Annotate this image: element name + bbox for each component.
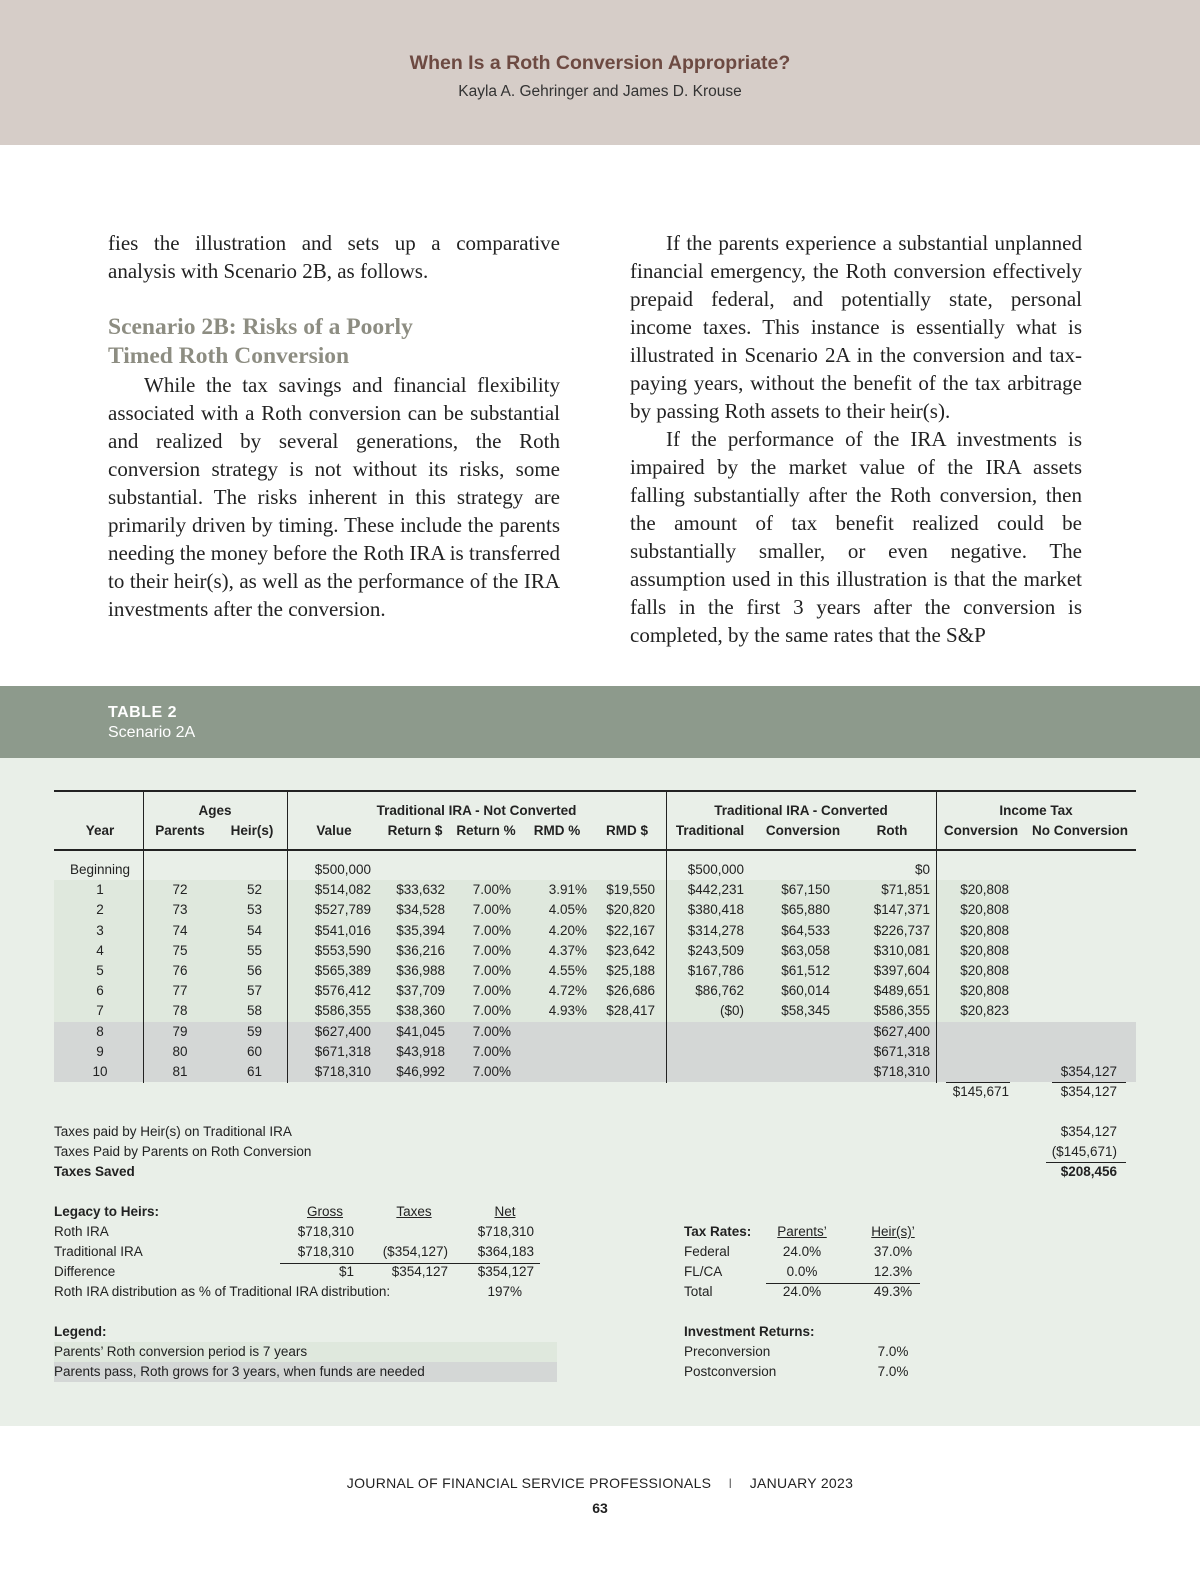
table-cell: 8 [96,1023,104,1039]
table-cell: 3.91% [548,882,587,898]
investment-return-label: Preconversion [684,1344,771,1359]
total-no-conversion-tax: $354,127 [1060,1084,1117,1099]
table-cell: 4.72% [548,983,587,999]
legend-item: Parents pass, Roth grows for 3 years, when funds are needed [54,1364,425,1379]
table-cell: $23,642 [606,942,655,958]
table-cell: $61,512 [781,963,830,978]
legacy-header: Gross [306,1204,343,1219]
table-cell: 2 [96,902,104,918]
table-cell: $38,360 [396,1003,445,1019]
table-cell: 75 [172,942,188,958]
table-cell: $442,231 [687,882,744,898]
right-column [630,229,1082,649]
table-cell: $553,590 [314,942,371,958]
tax-rate-label: Total [684,1284,713,1299]
table-cell: 10 [92,1064,108,1079]
summary-value: $208,456 [1060,1164,1117,1179]
table-cell: 52 [246,882,262,898]
table-cell: $354,127 [1060,1064,1117,1079]
table-cell: 7.00% [472,963,511,978]
table-cell: 6 [96,983,104,999]
table-cell: $718,310 [314,1064,371,1079]
table-cell: 61 [246,1064,262,1079]
left-column [108,229,560,623]
legacy-pct-label: Roth IRA distribution as % of Traditional IRA distribution: [54,1284,391,1299]
issue-date: JANUARY 2023 [749,1475,854,1491]
table-subtitle: Scenario 2A [108,724,196,741]
table-cell: $20,823 [960,1003,1009,1019]
column-header: RMD % [533,823,581,838]
table-cell: 4.05% [548,902,587,918]
table-top-rule [54,790,1136,792]
header-converted: Traditional IRA - Converted [714,803,888,818]
table-cell: $20,808 [960,983,1009,999]
table-cell: $718,310 [873,1064,930,1079]
table-cell: $58,345 [781,1003,830,1019]
table-cell: $671,318 [873,1043,930,1059]
table-cell: $28,417 [606,1003,655,1019]
tax-rates-rule [766,1283,920,1284]
table-cell: 54 [246,922,262,938]
table-heading-band [0,686,1200,758]
column-header: RMD $ [605,823,648,838]
table-cell: $627,400 [314,1023,371,1039]
legacy-pct-value: 197% [487,1284,522,1299]
table-cell: 73 [172,902,188,918]
table-cell: 5 [96,963,104,978]
table-cell: $63,058 [781,942,830,958]
investment-return-value: 7.0% [877,1364,909,1379]
column-header: Heir(s) [230,823,274,838]
table-cell: $35,394 [396,922,445,938]
legacy-row-label: Roth IRA [54,1224,109,1239]
table-cell: $500,000 [687,862,744,877]
table-cell: $65,880 [781,902,830,918]
table-cell: 7.00% [472,1003,511,1019]
table-cell: 72 [172,882,188,898]
table-cell: 59 [246,1023,262,1039]
tax-rates-header-parents: Parents’ [777,1224,827,1239]
table-cell: $586,355 [873,1003,930,1019]
table-cell: 4 [96,942,104,958]
journal-name: JOURNAL OF FINANCIAL SERVICE PROFESSIONALS [346,1475,712,1491]
table-cell: 60 [246,1043,262,1059]
tax-rates-header-heirs: Heir(s)’ [871,1224,915,1239]
column-header: Conversion [765,823,841,838]
table-cell: 9 [96,1043,104,1059]
legacy-net: $354,127 [477,1264,534,1279]
tax-rate-parents: 24.0% [782,1284,822,1299]
summary-rule [1046,1162,1126,1163]
legacy-row-label: Traditional IRA [54,1244,143,1259]
table-cell: $34,528 [396,902,445,918]
header-not-converted: Traditional IRA - Not Converted [376,803,577,818]
tax-rate-heirs: 37.0% [873,1244,913,1259]
table-cell: $489,651 [873,983,930,999]
table-cell: $310,081 [873,942,930,958]
tax-rate-heirs: 49.3% [873,1284,913,1299]
table-cell: $147,371 [873,902,930,918]
legacy-net: $718,310 [477,1224,534,1239]
table-cell: 7.00% [472,902,511,918]
summary-label: Taxes paid by Heir(s) on Traditional IRA [54,1124,292,1139]
totals-rule [1052,1082,1126,1083]
legacy-taxes: ($354,127) [382,1244,448,1259]
table-label: TABLE 2 [108,704,177,721]
footer-separator: I [728,1475,733,1491]
table-cell: 7.00% [472,1043,511,1059]
page-number: 63 [592,1500,608,1516]
column-header: Year [85,823,115,838]
table-cell: $43,918 [396,1043,445,1059]
legacy-taxes: $354,127 [391,1264,448,1279]
legend-item: Parents’ Roth conversion period is 7 years [54,1344,308,1359]
column-header: Parents [155,823,205,838]
left-paragraph-1: fies the illustration and sets up a comparative analysis with Scenario 2B, as follows. [108,231,560,283]
table-cell: 7 [96,1003,104,1019]
table-cell: 78 [172,1003,188,1019]
table-cell: $167,786 [687,963,744,978]
header-ages: Ages [198,803,232,818]
subheading-line-2: Timed Roth Conversion [108,343,350,369]
totals-rule [946,1082,1010,1083]
table-cell: 4.55% [548,963,587,978]
table-cell: $380,418 [687,902,744,918]
table-cell: $36,988 [396,963,445,978]
table-cell: $243,509 [687,942,744,958]
table-cell: $41,045 [396,1023,445,1039]
table-cell: $397,604 [873,963,930,978]
table-cell: $60,014 [781,983,830,999]
table-cell: 79 [172,1023,188,1039]
table-cell: 57 [246,983,262,999]
table-cell: $20,808 [960,922,1009,938]
column-header: Return $ [387,823,443,838]
table-cell: $22,167 [606,922,655,938]
table-cell: $25,188 [606,963,655,978]
table-cell: 7.00% [472,1064,511,1079]
legacy-gross: $1 [338,1264,354,1279]
table-cell: 3 [96,922,104,938]
table-cell: $26,686 [606,983,655,999]
table-cell: 7.00% [472,983,511,999]
table-cell: 7.00% [472,922,511,938]
investment-returns-title: Investment Returns: [684,1324,815,1339]
table-cell: $671,318 [314,1043,371,1059]
table-cell: $67,150 [781,882,830,898]
table-cell: 4.93% [548,1003,587,1019]
table-cell: Beginning [69,862,131,877]
table-cell: 53 [246,902,262,918]
legacy-title: Legacy to Heirs: [54,1204,160,1219]
table-cell: 74 [172,922,188,938]
summary-value: $354,127 [1060,1124,1117,1139]
table-cell: 4.37% [548,942,587,958]
table-cell: 7.00% [472,882,511,898]
table-cell: $541,016 [314,922,371,938]
table-cell: 77 [172,983,188,999]
total-conversion-tax: $145,671 [952,1084,1009,1099]
legacy-gross: $718,310 [297,1244,354,1259]
table-cell: $314,278 [687,922,744,938]
tax-rate-heirs: 12.3% [873,1264,913,1279]
table-cell: $20,808 [960,882,1009,898]
table-cell: $86,762 [695,983,744,999]
tax-rate-parents: 0.0% [786,1264,818,1279]
left-paragraph-2: While the tax savings and financial flexibility associated with a Roth conversion can be substantial and realized by several generations, the Roth conversion strategy is not without its risks, some substantial. The risks inherent in this strategy are primarily driven by timing. These include the parents needing the money before the Roth IRA is transferred to their heir(s), as well as the performance of the IRA investments after the conversion. [108,373,560,621]
column-header: Conversion [943,823,1019,838]
table-cell: $20,808 [960,902,1009,918]
legend-title: Legend: [54,1324,107,1339]
table-cell: ($0) [719,1003,744,1019]
summary-label: Taxes Saved [54,1164,135,1179]
investment-return-value: 7.0% [877,1344,909,1359]
table-cell: $20,820 [606,902,655,918]
legacy-rule [280,1263,540,1264]
table-cell: 76 [172,963,188,978]
right-paragraph-2: If the performance of the IRA investments is impaired by the market value of the IRA assets falling substantially after the Roth conversion, then the amount of tax benefit realized could be substantially smaller, or even negative. The assumption used in this illustration is that the market falls in the first 3 years after the conversion is completed, by the same rates that the S&P [630,427,1082,647]
table-cell: 7.00% [472,942,511,958]
table-cell: 7.00% [472,1023,511,1039]
tax-rates-title: Tax Rates: [684,1224,752,1239]
tax-rate-parents: 24.0% [782,1244,822,1259]
column-header: Return % [456,823,516,838]
table-cell: $627,400 [873,1023,930,1039]
table-cell: 56 [246,963,262,978]
table-cell: $20,808 [960,963,1009,978]
table-cell: $226,737 [873,922,930,938]
tax-rate-label: FL/CA [684,1264,723,1279]
page-footer [0,1475,1200,1491]
table-cell: $19,550 [606,882,655,898]
table-cell: 58 [246,1003,262,1019]
summary-value: ($145,671) [1051,1144,1117,1159]
table-cell: $500,000 [314,862,371,877]
article-authors: Kayla A. Gehringer and James D. Krouse [458,83,742,100]
table-cell: $71,851 [881,882,930,898]
table-cell: $36,216 [396,942,445,958]
column-header: Roth [876,823,908,838]
table-cell: $0 [914,862,930,877]
table-cell: $586,355 [314,1003,371,1019]
table-cell: $565,389 [314,963,371,978]
column-header: Traditional [675,823,745,838]
table-cell: 55 [246,942,262,958]
legacy-header: Taxes [396,1204,432,1219]
column-header: Value [316,823,352,838]
subheading-line-1: Scenario 2B: Risks of a Poorly [108,314,413,340]
header-income-tax: Income Tax [999,803,1073,818]
tax-rate-label: Federal [684,1244,730,1259]
table-cell: 81 [172,1064,188,1079]
table-cell: $33,632 [396,882,445,898]
table-cell: 4.20% [548,922,587,938]
table-cell: $514,082 [314,882,371,898]
legacy-net: $364,183 [477,1244,534,1259]
article-title: When Is a Roth Conversion Appropriate? [409,52,791,74]
section-subheading [108,313,560,371]
table-cell: 1 [96,882,104,898]
investment-return-label: Postconversion [684,1364,777,1379]
table-cell: $46,992 [396,1064,445,1079]
table-cell: $20,808 [960,942,1009,958]
legacy-header: Net [494,1204,516,1219]
legacy-row-label: Difference [54,1264,116,1279]
right-paragraph-1: If the parents experience a substantial unplanned financial emergency, the Roth conversion effectively prepaid federal, and potentially state, personal income taxes. This instance is essentially what is illustrated in Scenario 2A in the conversion and tax-paying years, without the benefit of the tax arbitrage by passing Roth assets to their heir(s). [630,231,1082,423]
table-cell: $527,789 [314,902,371,918]
column-header: No Conversion [1031,823,1128,838]
summary-label: Taxes Paid by Parents on Roth Conversion [54,1144,312,1159]
table-cell: 80 [172,1043,188,1059]
table-cell: $64,533 [781,922,830,938]
table-cell: $37,709 [396,983,445,999]
legacy-gross: $718,310 [297,1224,354,1239]
table-header-rule [54,849,1136,851]
table-cell: $576,412 [314,983,371,999]
